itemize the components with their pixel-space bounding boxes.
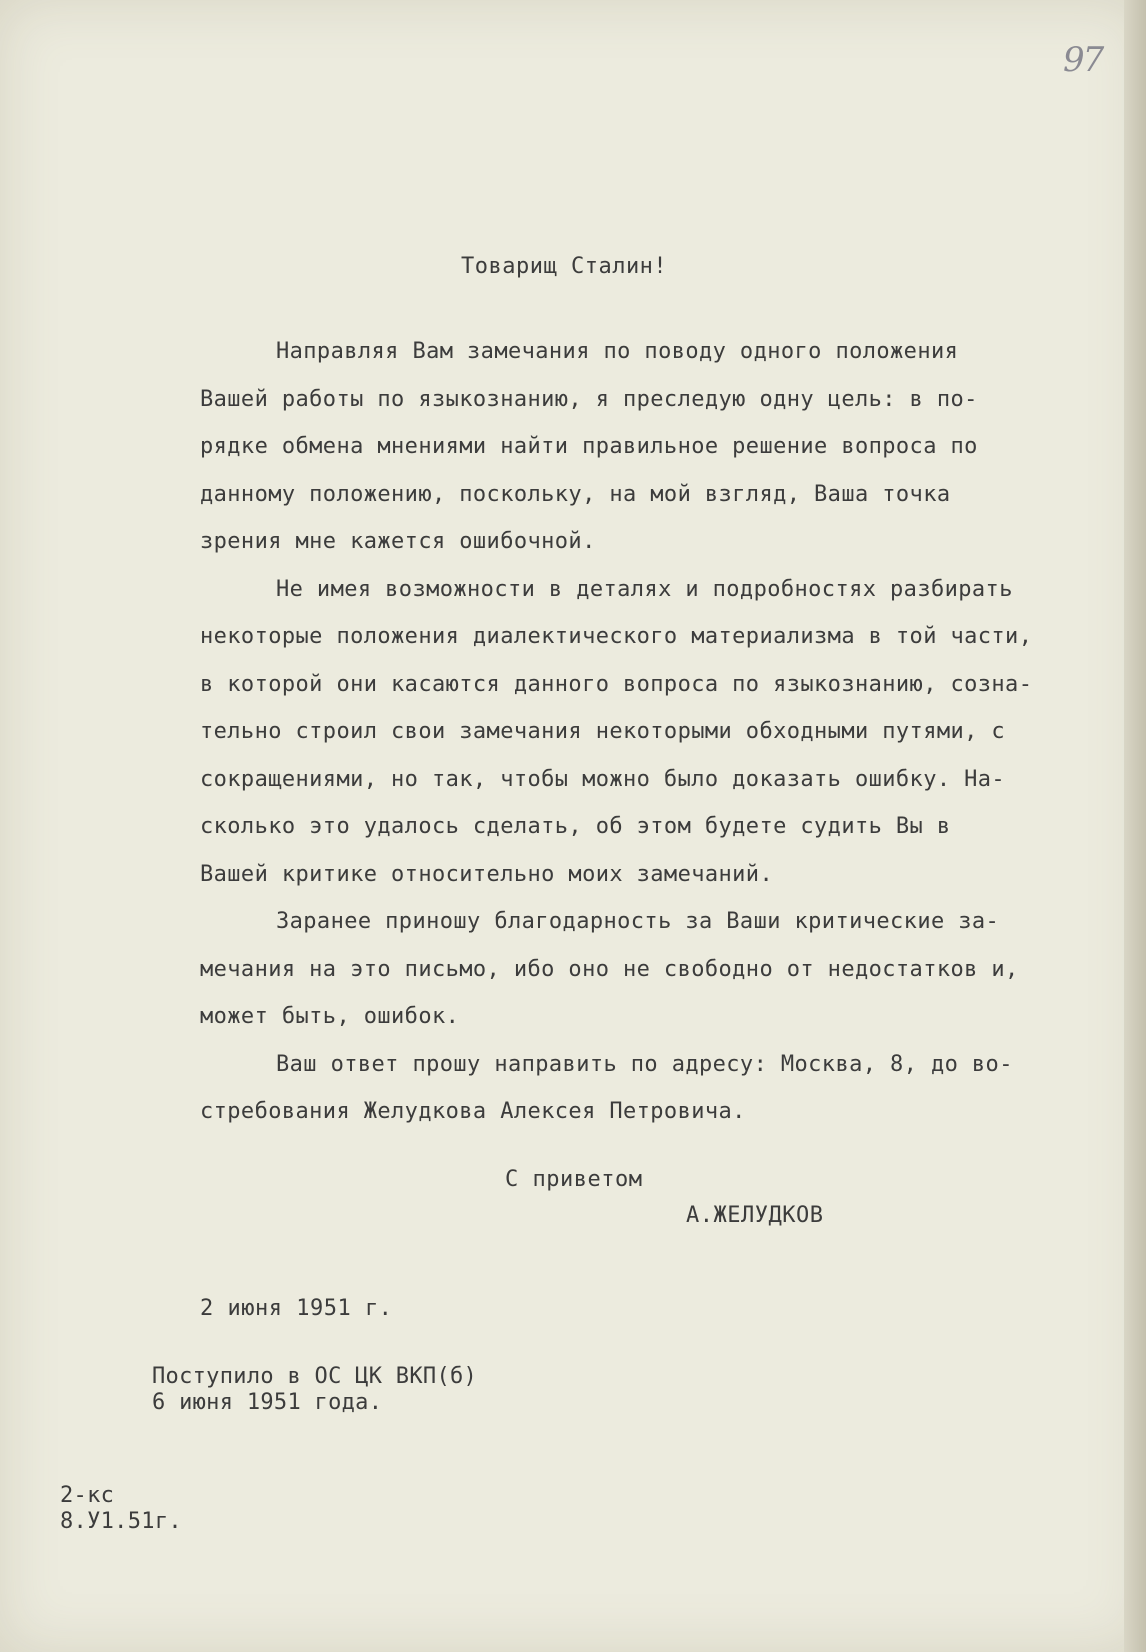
body-line: Ваш ответ прошу направить по адресу: Москва, 8, до во- [276, 1051, 1013, 1077]
body-line: сколько это удалось сделать, об этом будете судить Вы в [200, 814, 951, 839]
body-line: некоторые положения диалектического материализма в той части, [200, 624, 1033, 649]
received-note-line: Поступило в ОС ЦК ВКП(б) [152, 1364, 478, 1389]
folio-number: 97 [1063, 40, 1103, 80]
body-line: Не имея возможности в деталях и подробностях разбирать [276, 576, 1013, 602]
closing-phrase: С приветом [505, 1167, 643, 1192]
body-line: может быть, ошибок. [200, 1004, 460, 1029]
received-note-line: 6 июня 1951 года. [152, 1390, 383, 1415]
body-line: сокращениями, но так, чтобы можно было доказать ошибку. На- [200, 766, 1006, 792]
registry-note-line: 8.У1.51г. [60, 1509, 182, 1534]
body-line: стребования Желудкова Алексея Петровича. [200, 1099, 746, 1124]
signature: А.ЖЕЛУДКОВ [686, 1203, 824, 1228]
body-line: Заранее приношу благодарность за Ваши критические за- [276, 909, 1000, 934]
body-line: данному положению, поскольку, на мой взгляд, Ваша точка [200, 481, 951, 507]
body-line: мечания на это письмо, ибо оно не свободно от недостатков и, [200, 956, 1019, 982]
body-line: Направляя Вам замечания по поводу одного положения [276, 339, 959, 364]
body-line: рядке обмена мнениями найти правильное решение вопроса по [200, 434, 978, 459]
received-note [152, 1364, 477, 1416]
registry-note [60, 1483, 182, 1535]
body-line: Вашей работы по языкознанию, я преследую одну цель: в по- [200, 386, 978, 412]
body-line: в которой они касаются данного вопроса по языкознанию, созна- [200, 671, 1033, 697]
letter-body [200, 328, 1130, 1136]
body-line: Вашей критике относительно моих замечаний. [200, 861, 774, 887]
letter-date: 2 июня 1951 г. [200, 1296, 393, 1321]
body-line: зрения мне кажется ошибочной. [200, 529, 596, 554]
body-line: тельно строил свои замечания некоторыми обходными путями, с [200, 719, 1006, 744]
salutation: Товарищ Сталин! [461, 254, 668, 279]
registry-note-line: 2-кс [60, 1483, 115, 1508]
